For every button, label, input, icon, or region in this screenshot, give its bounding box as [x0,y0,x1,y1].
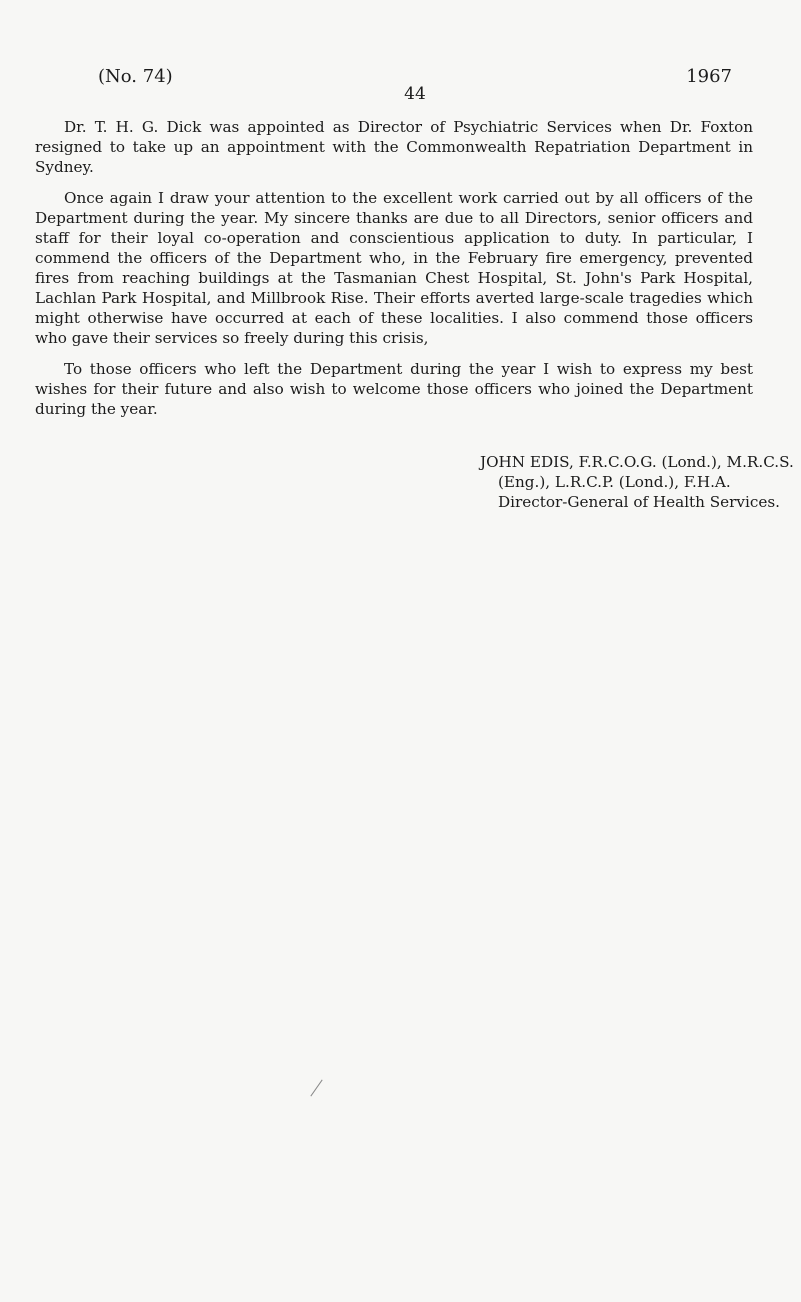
paragraph-commendation: Once again I draw your attention to the excellent work carried out by all officers of the Department during the year. My sincere thanks are due to all Directors, senior officers and staff for their loyal co-operation and conscientious application to duty. In particular, I commend the officers of the Department who, in the February fire emergency, prevented fires from reaching buildings at the Tasmanian Chest Hospital, St. John's Park Hospital, Lachlan Park Hospital, and Millbrook Rise. Their efforts averted large-scale tragedies which might otherwise have occurred at each of these localities. I also commend those officers who gave their services so freely during this crisis, [35,189,753,347]
paragraph-farewell: To those officers who left the Department during the year I wish to express my best wishes for their future and also wish to welcome those officers who joined the Department during the year. [35,360,753,418]
signature-block [480,452,794,512]
signatory-name: JOHN EDIS, F.R.C.O.G. (Lond.), M.R.C.S. [480,453,794,471]
paragraph-appointment: Dr. T. H. G. Dick was appointed as Director of Psychiatric Services when Dr. Foxton resigned to take up an appointment with the Commonwealth Repatriation Department in Sydney. [35,118,753,176]
page-header [98,66,732,106]
report-number: (No. 74) [98,66,173,87]
signatory-qualifications: (Eng.), L.R.C.P. (Lond.), F.H.A. [498,473,731,491]
report-year: 1967 [686,66,732,87]
page-number: 44 [404,84,426,104]
signatory-title: Director-General of Health Services. [498,493,780,511]
stray-pen-mark [310,1080,322,1097]
report-body [35,117,753,430]
